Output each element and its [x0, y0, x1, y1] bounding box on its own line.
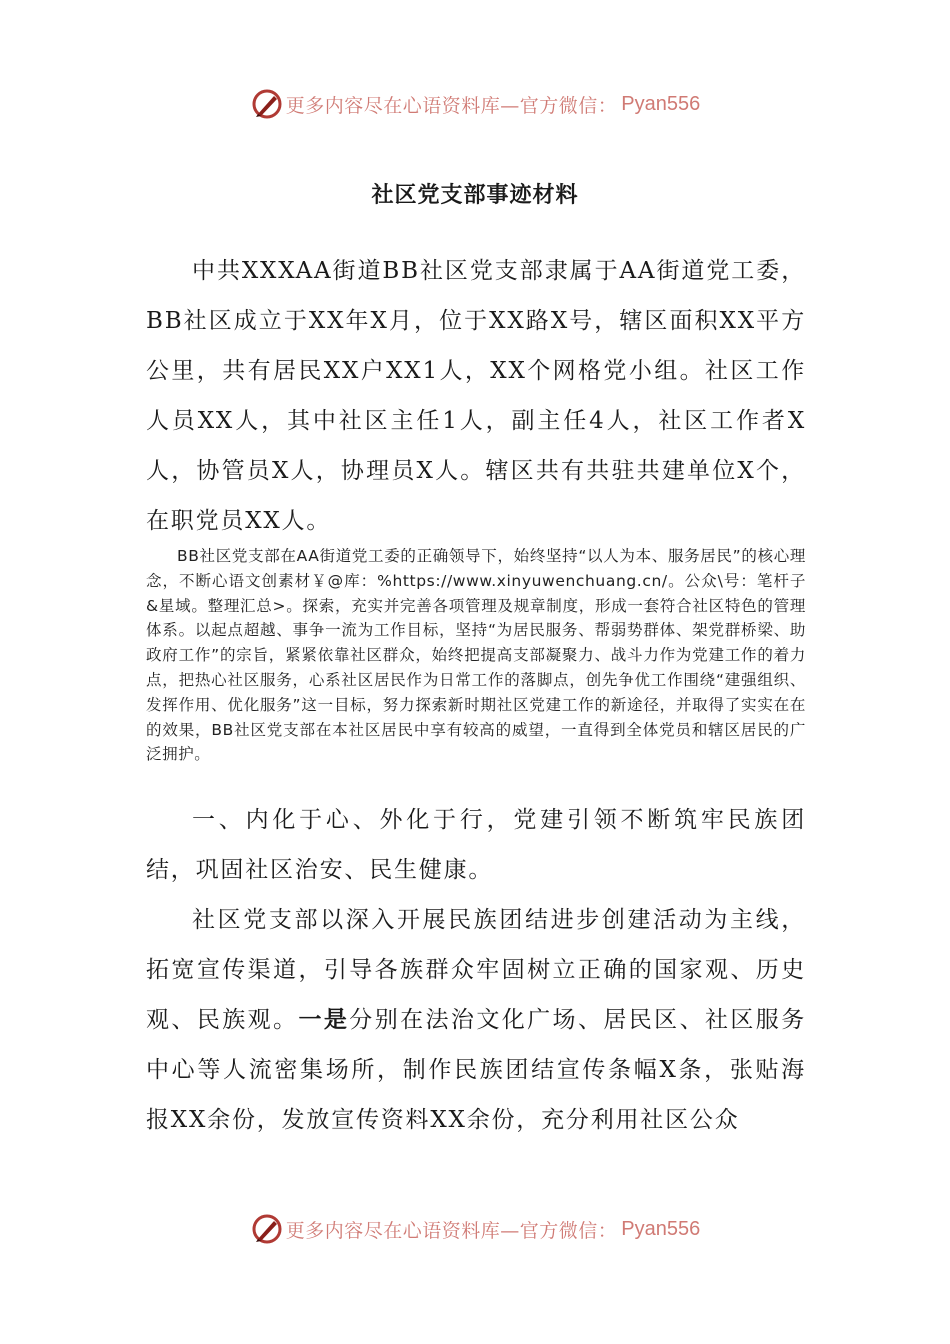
content-block-2 [146, 544, 806, 767]
content-block-1 [146, 246, 806, 546]
banner-wechat-id: Pyan556 [621, 1217, 701, 1240]
paragraph-leadership: BB社区党支部在AA街道党工委的正确领导下，始终坚持“以人为本、服务居民”的核心理念，不断心语文创素材￥@库：%https://www.xinyuwenchuang.cn/。公众\号：笔杆子&星域。整理汇总>。探索，充实并完善各项管理及规章制度，形成一套符合社区特色的管理体系。以起点超越、事争一流为工作目标，坚持“为居民服务、帮弱势群体、架党群桥梁、助政府工作”的宗旨，紧紧依靠社区群众，始终把提高支部凝聚力、战斗力作为党建工作的着力点，把热心社区服务，心系社区居民作为日常工作的落脚点，创先争优工作围绕“建强组织、发挥作用、优化服务”这一目标，努力探索新时期社区党建工作的新途径，并取得了实实在在的效果，BB社区党支部在本社区居民中享有较高的威望，一直得到全体党员和辖区居民的广泛拥护。 [146, 547, 806, 764]
banner-text: 更多内容尽在心语资料库—官方微信： [285, 1219, 618, 1242]
document-title: 社区党支部事迹材料 [371, 182, 579, 208]
banner-text: 更多内容尽在心语资料库—官方微信： [285, 94, 618, 117]
paragraph-intro: 中共XXXAA街道BB社区党支部隶属于AA街道党工委，BB社区成立于XX年X月，位于XX路X号，辖区面积XX平方公里，共有居民XX户XX1人，XX个网格党小组。社区工作人员XX人，其中社区主任1人，副主任4人，社区工作者X人，协管员X人，协理员X人。辖区共有共驻共建单位X个，在职党员XX人。 [146, 258, 806, 534]
paragraph-text-b: 分别在法治文化广场、居民区、社区服务中心等人流密集场所，制作民族团结宣传条幅X条，张贴海报XX余份，发放宣传资料XX余份，充分利用社区公众 [146, 1007, 806, 1133]
header-banner [0, 82, 950, 126]
banner-wechat-id: Pyan556 [621, 92, 701, 115]
footer-banner [0, 1207, 950, 1251]
content-block-3 [146, 795, 806, 1145]
paragraph-ethnic-unity [146, 895, 806, 1145]
section-heading-1: 一、内化于心、外化于行，党建引领不断筑牢民族团结，巩固社区治安、民生健康。 [146, 807, 806, 883]
paragraph-text-a: 社区党支部以深入开展民族团结进步创建活动为主线，拓宽宣传渠道，引导各族群众牢固树立正确的国家观、历史观、民族观。 [146, 907, 806, 1033]
pen-logo-icon [250, 87, 284, 121]
paragraph-emphasis: 一是 [298, 1006, 350, 1033]
pen-logo-icon [250, 1212, 284, 1246]
